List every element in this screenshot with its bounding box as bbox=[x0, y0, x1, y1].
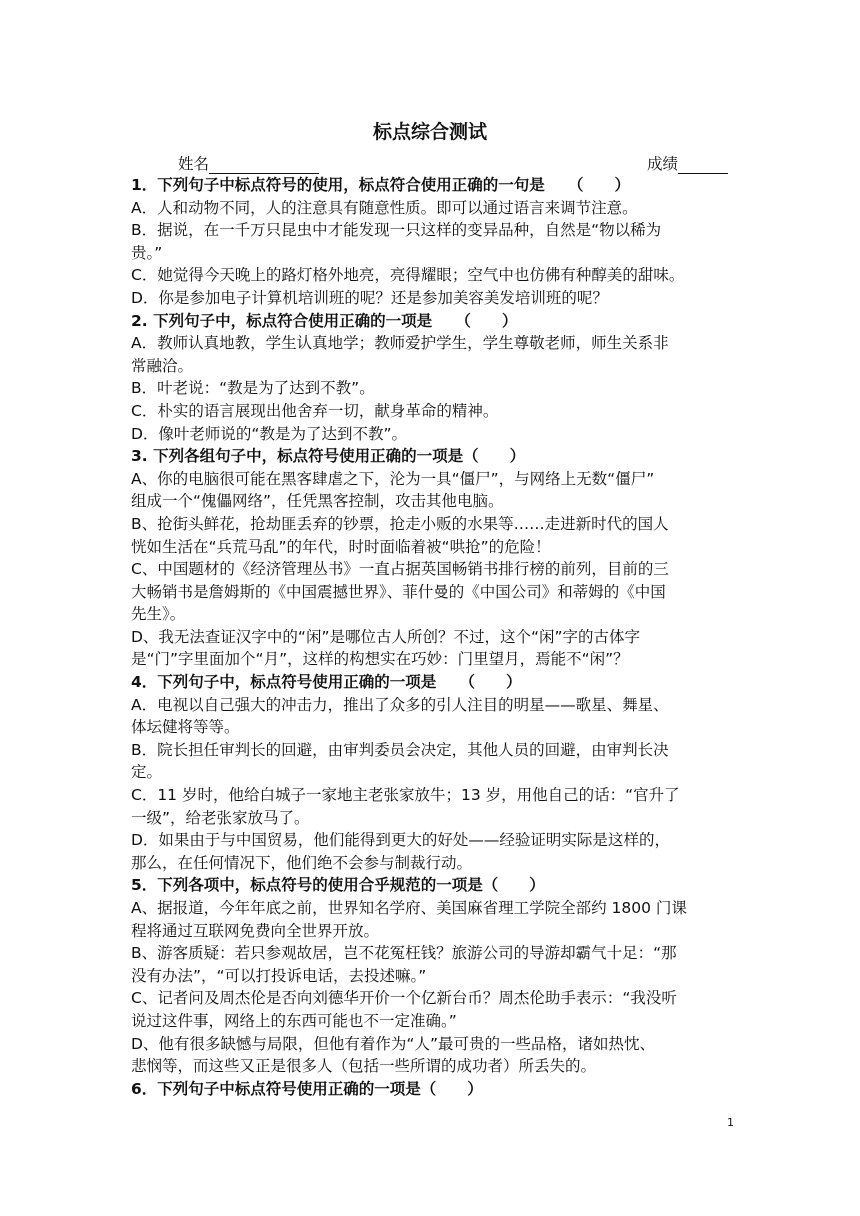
name-blank bbox=[209, 156, 319, 174]
text-line: D．你是参加电子计算机培训班的呢？还是参加美容美发培训班的呢？ bbox=[131, 288, 608, 307]
text-line: A、你的电脑很可能在黑客肆虐之下，沦为一具“僵尸”，与网络上无数“僵尸” bbox=[131, 469, 655, 488]
score-label: 成绩 bbox=[647, 155, 679, 173]
name-label: 姓名 bbox=[178, 155, 210, 173]
text-line: 贵。” bbox=[131, 243, 163, 262]
question-line: 2. 下列句子中，标点符合使用正确的一项是 （ ） bbox=[131, 311, 518, 330]
page-number: 1 bbox=[727, 1116, 734, 1129]
text-line: B．据说，在一千万只昆虫中才能发现一只这样的变异品种，自然是“物以稀为 bbox=[131, 221, 662, 240]
question-line: 6．下列句子中标点符号使用正确的一项是（ ） bbox=[131, 1079, 483, 1098]
text-line: A、据报道，今年年底之前，世界知名学府、美国麻省理工学院全部约 1800 门课 bbox=[131, 899, 687, 917]
question-line: 4．下列句子中，标点符号使用正确的一项是 （ ） bbox=[131, 673, 522, 692]
text-line: D、我无法查证汉字中的“闲”是哪位古人所创？不过，这个“闲”字的古体字 bbox=[131, 627, 641, 646]
text-line: 常融洽。 bbox=[131, 356, 194, 375]
text-line: 组成一个“傀儡网络”，任凭黑客控制，攻击其他电脑。 bbox=[131, 492, 504, 511]
score-field bbox=[647, 152, 728, 174]
question-line: 5．下列各项中，标点符号的使用合乎规范的一项是（ ） bbox=[131, 876, 545, 895]
text-line: B．叶老说：“教是为了达到不教”。 bbox=[131, 379, 375, 398]
text-line: B、游客质疑：若只参观故居，岂不花冤枉钱？旅游公司的导游却霸气十足：“那 bbox=[131, 944, 677, 963]
text-line: 一级”，给老张家放马了。 bbox=[131, 808, 310, 827]
text-line: D．如果由于与中国贸易，他们能得到更大的好处——经验证明实际是这样的， bbox=[131, 831, 670, 850]
text-line: 体坛健将等等。 bbox=[131, 718, 240, 737]
text-line: C．她觉得今天晚上的路灯格外地亮，亮得耀眼；空气中也仿佛有种醇美的甜味。 bbox=[131, 266, 685, 285]
text-line: C、记者问及周杰伦是否向刘德华开价一个亿新台币？周杰伦助手表示：“我没听 bbox=[131, 989, 677, 1008]
text-line: 没有办法”，“可以打投诉电话，去投述嘛。” bbox=[131, 966, 427, 985]
text-line: C、中国题材的《经济管理丛书》一直占据英国畅销书排行榜的前列，目前的三 bbox=[131, 560, 669, 579]
text-line: A．人和动物不同，人的注意具有随意性质。即可以通过语言来调节注意。 bbox=[131, 198, 638, 217]
text-line: 恍如生活在“兵荒马乱”的年代，时时面临着被“哄抢”的危险！ bbox=[131, 537, 551, 556]
text-line: 定。 bbox=[131, 763, 163, 782]
text-line: 程将通过互联网免费向全世界开放。 bbox=[131, 921, 380, 940]
score-blank bbox=[678, 156, 728, 174]
text-line: 先生》。 bbox=[131, 605, 186, 624]
text-line: 大畅销书是詹姆斯的《中国震撼世界》、菲什曼的《中国公司》和蒂姆的《中国 bbox=[131, 582, 666, 601]
document-title: 标点综合测试 bbox=[372, 121, 487, 143]
text-line: 说过这件事，网络上的东西可能也不一定准确。” bbox=[131, 1011, 457, 1030]
text-line: 那么，在任何情况下，他们绝不会参与制裁行动。 bbox=[131, 853, 473, 872]
text-line: A．电视以自己强大的冲击力，推出了众多的引人注目的明星——歌星、舞星、 bbox=[131, 695, 669, 714]
question-line: 3. 下列各组句子中，标点符号使用正确的一项是（ ） bbox=[131, 447, 526, 466]
text-line: C．11 岁时，他给白城子一家地主老张家放牛；13 岁，用他自己的话：“官升了 bbox=[131, 786, 680, 805]
text-line: D．像叶老师说的“教是为了达到不教”。 bbox=[131, 424, 407, 443]
text-line: A．教师认真地教，学生认真地学；教师爱护学生，学生尊敬老师，师生关系非 bbox=[131, 334, 669, 353]
text-line: B、抢街头鲜花，抢劫匪丢弃的钞票，抢走小贩的水果等……走进新时代的国人 bbox=[131, 514, 669, 533]
text-line: B．院长担任审判长的回避，由审判委员会决定，其他人员的回避，由审判长决 bbox=[131, 740, 669, 759]
document-body bbox=[131, 174, 731, 1100]
question-line: 1．下列句子中标点符号的使用，标点符合使用正确的一句是 （ ） bbox=[131, 176, 631, 194]
text-line: D、他有很多缺憾与局限，但他有着作为“人”最可贵的一些品格，诸如热忱、 bbox=[131, 1034, 655, 1053]
text-line: 悲悯等，而这些又正是很多人（包括一些所谓的成功者）所丢失的。 bbox=[131, 1057, 597, 1076]
text-line: 是“门”字里面加个“月”，这样的构想实在巧妙：门里望月，焉能不“闲”？ bbox=[131, 650, 629, 669]
name-field bbox=[178, 152, 319, 174]
text-line: C．朴实的语言展现出他舍弃一切，献身革命的精神。 bbox=[131, 401, 499, 420]
